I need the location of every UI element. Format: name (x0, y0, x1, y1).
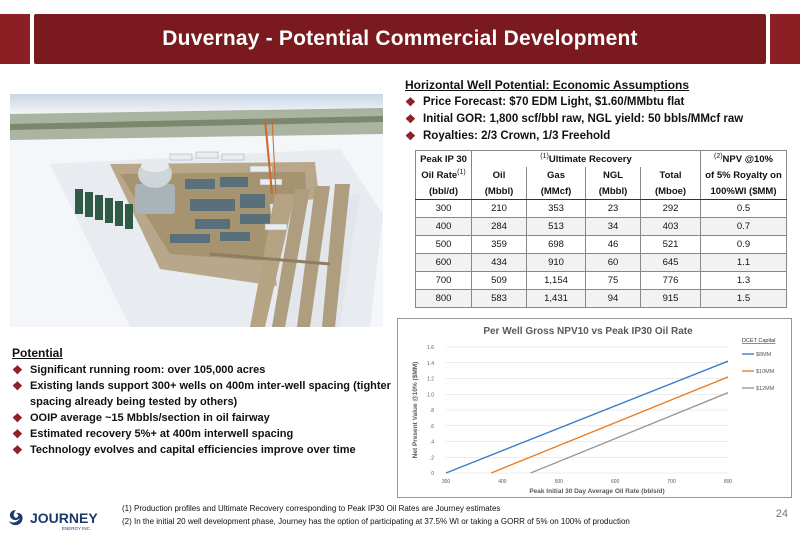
y-tick-label: 1.6 (427, 345, 434, 351)
logo-subtitle: ENERGY INC. (62, 526, 92, 531)
x-tick-label: 300 (441, 479, 451, 485)
table-cell: 521 (641, 236, 701, 254)
table-row (416, 272, 787, 290)
economic-assumptions (405, 78, 795, 145)
table-cell: 0.7 (701, 218, 787, 236)
journey-logo-icon (6, 508, 26, 528)
diamond-bullet-icon: ❖ (12, 379, 23, 393)
total-header: Total (641, 167, 701, 183)
legend-label: $8MM (756, 352, 772, 358)
y-axis-label: Net Present Value @10% ($MM) (412, 361, 419, 459)
table-cell: 46 (586, 236, 641, 254)
table-cell: 34 (586, 218, 641, 236)
assumption-item (405, 128, 795, 145)
well-site-aerial-photo (10, 94, 383, 327)
table-header-row (416, 151, 787, 168)
table-row (416, 290, 787, 308)
table-cell: 359 (472, 236, 527, 254)
title-bar-right-cap (770, 14, 800, 64)
table-cell: 353 (527, 200, 586, 218)
table-cell: 600 (416, 254, 472, 272)
table-cell: 645 (641, 254, 701, 272)
table-row (416, 218, 787, 236)
y-tick-label: 1.0 (427, 392, 434, 399)
gas-header: Gas (527, 167, 586, 183)
x-tick-label: 800 (723, 479, 733, 485)
npv-header-line2: of 5% Royalty on (701, 167, 787, 183)
x-tick-label: 700 (667, 479, 676, 485)
assumption-item-text: Price Forecast: $70 EDM Light, $1.60/MMbtu flat (423, 96, 685, 108)
ultimate-recovery-table (415, 150, 787, 308)
gas-unit-header: (MMcf) (527, 183, 586, 200)
table-cell: 94 (586, 290, 641, 308)
diamond-bullet-icon: ❖ (12, 363, 23, 377)
table-cell: 284 (472, 218, 527, 236)
title-bar-left-cap (0, 14, 30, 64)
peak-ip30-header: Peak IP 30 (416, 151, 472, 168)
footnote: (1) Production profiles and Ultimate Recovery corresponding to Peak IP30 Oil Rates are Journey estimates (122, 504, 501, 513)
well-site-illustration (10, 94, 383, 327)
assumption-item (405, 94, 795, 111)
potential-item (12, 362, 397, 378)
table-cell: 513 (527, 218, 586, 236)
assumption-item (405, 111, 795, 128)
series-line-8mm (446, 361, 728, 473)
table-row (416, 236, 787, 254)
diamond-bullet-icon: ❖ (405, 95, 416, 109)
diamond-bullet-icon: ❖ (12, 411, 23, 425)
table-cell: 400 (416, 218, 472, 236)
series-line-12mm (531, 393, 728, 473)
y-tick-label: 1.2 (427, 376, 434, 383)
y-tick-label: .8 (429, 408, 434, 414)
ngl-unit-header: (Mbbl) (586, 183, 641, 200)
oil-unit-header: (Mbbl) (472, 183, 527, 200)
legend-label: $10MM (756, 369, 775, 375)
table-row (416, 200, 787, 218)
potential-item-text: Significant running room: over 105,000 acres (30, 364, 266, 376)
table-row (416, 254, 787, 272)
potential-item-text: Existing lands support 300+ wells on 400m inter-well spacing (tighter spacing already being tested by others) (30, 380, 391, 408)
y-tick-label: 0 (431, 471, 434, 477)
npv-header: $^{(2)}$NPV @10% (701, 151, 787, 168)
table-cell: 403 (641, 218, 701, 236)
footnote: (2) In the initial 20 well development phase, Journey has the option of participating at 37.5% WI or taking a GORR of 5% on 100% of production (122, 517, 630, 526)
table-cell: 1,431 (527, 290, 586, 308)
page-number: 24 (775, 508, 788, 520)
series-line-10mm (491, 377, 728, 473)
y-tick-label: .4 (429, 439, 434, 446)
table-cell: 23 (586, 200, 641, 218)
npv-line-chart (398, 319, 791, 497)
potential-item (12, 378, 397, 410)
page-title: Duvernay - Potential Commercial Development (162, 27, 638, 50)
y-tick-label: 1.4 (427, 360, 434, 367)
ngl-header: NGL (586, 167, 641, 183)
table-cell: 0.9 (701, 236, 787, 254)
table-cell: 210 (472, 200, 527, 218)
total-unit-header: (Mboe) (641, 183, 701, 200)
potential-item (12, 426, 397, 442)
npv-header-line3: 100%WI ($MM) (701, 183, 787, 200)
table-cell: 60 (586, 254, 641, 272)
table-cell: 500 (416, 236, 472, 254)
potential-item-text: Estimated recovery 5%+ at 400m interwell spacing (30, 428, 294, 440)
bbld-header: (bbl/d) (416, 183, 472, 200)
table-cell: 1.3 (701, 272, 787, 290)
diamond-bullet-icon: ❖ (405, 112, 416, 126)
assumption-item-text: Initial GOR: 1,800 scf/bbl raw, NGL yield: 50 bbls/MMcf raw (423, 113, 744, 125)
table-cell: 509 (472, 272, 527, 290)
ultimate-recovery-header: $^{(1)}$Ultimate Recovery (472, 151, 701, 168)
table-cell: 1.1 (701, 254, 787, 272)
oil-rate-header: Oil Rate$^{(1)}$ (416, 167, 472, 183)
diamond-bullet-icon: ❖ (12, 443, 23, 457)
footnotes (122, 502, 630, 528)
title-banner (34, 14, 766, 64)
x-tick-label: 500 (554, 479, 563, 485)
potential-item (12, 442, 397, 458)
table-cell: 800 (416, 290, 472, 308)
table-body (416, 200, 787, 308)
oil-header: Oil (472, 167, 527, 183)
table-cell: 75 (586, 272, 641, 290)
x-tick-label: 600 (611, 479, 620, 485)
table-cell: 1,154 (527, 272, 586, 290)
potential-item (12, 410, 397, 426)
table-header-row (416, 183, 787, 200)
diamond-bullet-icon: ❖ (12, 427, 23, 441)
x-tick-label: 400 (498, 479, 507, 485)
table-cell: 292 (641, 200, 701, 218)
table-cell: 300 (416, 200, 472, 218)
logo-wordmark: JOURNEY (30, 510, 98, 526)
legend-label: $12MM (756, 386, 775, 392)
table-cell: 915 (641, 290, 701, 308)
y-tick-label: .6 (429, 423, 434, 430)
potential-item-text: Technology evolves and capital efficiencies improve over time (30, 444, 356, 456)
table-header-row (416, 167, 787, 183)
legend-title: DCET Capital (742, 338, 776, 344)
assumption-item-text: Royalties: 2/3 Crown, 1/3 Freehold (423, 130, 611, 142)
potential-section (12, 346, 397, 458)
table-cell: 698 (527, 236, 586, 254)
title-bar (0, 14, 800, 64)
diamond-bullet-icon: ❖ (405, 129, 416, 143)
journey-logo (6, 508, 106, 530)
npv-chart-panel (397, 318, 792, 498)
table-cell: 1.5 (701, 290, 787, 308)
table-cell: 700 (416, 272, 472, 290)
potential-item-text: OOIP average ~15 Mbbls/section in oil fairway (30, 412, 270, 424)
table-cell: 910 (527, 254, 586, 272)
table-cell: 434 (472, 254, 527, 272)
x-axis-label: Peak Initial 30 Day Average Oil Rate (bbls/d) (529, 488, 665, 495)
table-cell: 776 (641, 272, 701, 290)
y-tick-label: .2 (429, 455, 434, 462)
potential-heading: Potential (12, 346, 63, 360)
chart-title: Per Well Gross NPV10 vs Peak IP30 Oil Rate (483, 326, 693, 337)
table-cell: 0.5 (701, 200, 787, 218)
table-cell: 583 (472, 290, 527, 308)
assumptions-heading: Horizontal Well Potential: Economic Assumptions (405, 78, 690, 92)
